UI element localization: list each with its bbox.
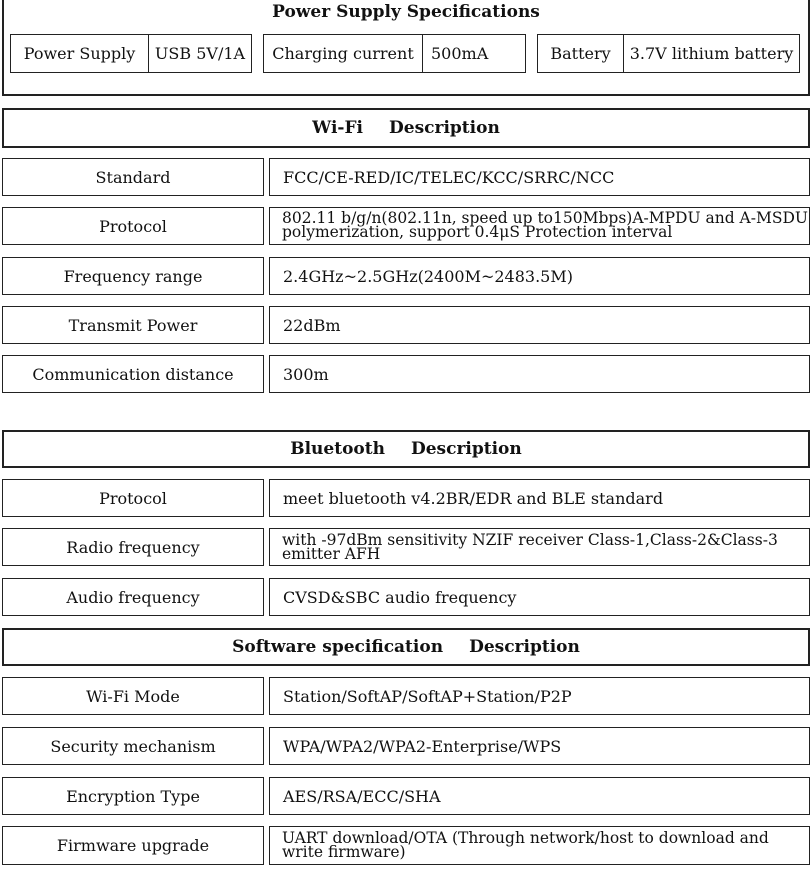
bluetooth-radio-label: Radio frequency xyxy=(2,528,264,566)
bluetooth-audio-value: CVSD&SBC audio frequency xyxy=(269,578,810,616)
wifi-transmit-power-label: Transmit Power xyxy=(2,306,264,344)
charging-current-value: 500mA xyxy=(422,34,526,73)
wifi-transmit-power-value: 22dBm xyxy=(269,306,810,344)
wifi-protocol-value xyxy=(269,207,810,245)
software-heading-right: Description xyxy=(469,637,580,657)
bluetooth-radio-value xyxy=(269,528,810,566)
bluetooth-radio-line-2: emitter AFH xyxy=(282,545,381,563)
battery-label: Battery xyxy=(537,34,624,73)
wifi-standard-label: Standard xyxy=(2,158,264,196)
software-section-header xyxy=(2,628,810,666)
power-supply-value: USB 5V/1A xyxy=(148,34,252,73)
software-firmware-line-2: write firmware) xyxy=(282,843,406,861)
software-firmware-line-1: UART download/OTA (Through network/host to download and xyxy=(282,829,769,847)
wifi-standard-value: FCC/CE-RED/IC/TELEC/KCC/SRRC/NCC xyxy=(269,158,810,196)
wifi-protocol-line-2: polymerization, support 0.4μS Protection interval xyxy=(282,223,673,241)
bluetooth-protocol-label: Protocol xyxy=(2,479,264,517)
software-firmware-value xyxy=(269,826,810,865)
bluetooth-protocol-value: meet bluetooth v4.2BR/EDR and BLE standard xyxy=(269,479,810,517)
software-wifi-mode-label: Wi-Fi Mode xyxy=(2,677,264,715)
wifi-frequency-value: 2.4GHz~2.5GHz(2400M~2483.5M) xyxy=(269,257,810,295)
software-heading-left: Software specification xyxy=(232,637,444,657)
wifi-distance-label: Communication distance xyxy=(2,355,264,393)
wifi-protocol-line-1: 802.11 b/g/n(802.11n, speed up to150Mbps)A-MPDU and A-MSDU xyxy=(282,209,808,227)
wifi-section-header xyxy=(2,108,810,148)
software-encryption-label: Encryption Type xyxy=(2,777,264,815)
software-encryption-value: AES/RSA/ECC/SHA xyxy=(269,777,810,815)
wifi-heading-right: Description xyxy=(389,118,500,138)
power-supply-label: Power Supply xyxy=(10,34,149,73)
wifi-heading-left: Wi-Fi xyxy=(312,118,364,138)
power-supply-title: Power Supply Specifications xyxy=(272,2,540,22)
software-security-label: Security mechanism xyxy=(2,727,264,765)
bluetooth-radio-line-1: with -97dBm sensitivity NZIF receiver Class-1,Class-2&Class-3 xyxy=(282,531,778,549)
wifi-frequency-label: Frequency range xyxy=(2,257,264,295)
bluetooth-audio-label: Audio frequency xyxy=(2,578,264,616)
software-security-value: WPA/WPA2/WPA2-Enterprise/WPS xyxy=(269,727,810,765)
bluetooth-heading-right: Description xyxy=(410,439,522,459)
software-firmware-label: Firmware upgrade xyxy=(2,826,264,865)
bluetooth-heading-left: Bluetooth xyxy=(290,439,385,459)
battery-value: 3.7V lithium battery xyxy=(623,34,800,73)
wifi-distance-value: 300m xyxy=(269,355,810,393)
software-wifi-mode-value: Station/SoftAP/SoftAP+Station/P2P xyxy=(269,677,810,715)
bluetooth-section-header xyxy=(2,430,810,468)
wifi-protocol-label: Protocol xyxy=(2,207,264,245)
charging-current-label: Charging current xyxy=(263,34,423,73)
